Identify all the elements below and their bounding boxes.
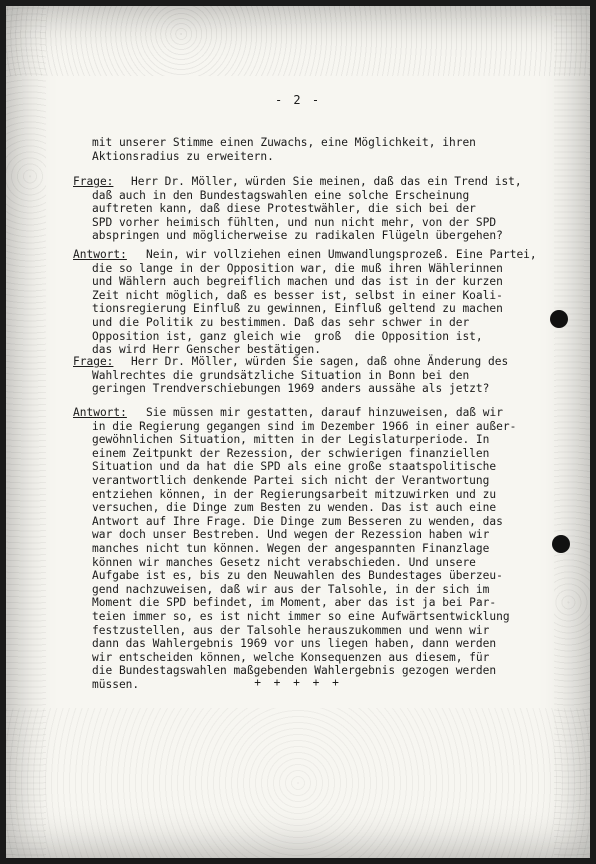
text-line: müssen. bbox=[92, 678, 140, 691]
text-line: Moment die SPD befindet, im Moment, aber das ist ja bei Par- bbox=[92, 596, 497, 610]
page-number: - 2 - bbox=[274, 93, 322, 107]
text-line: entziehen können, in der Regierungsarbeit mitzuwirken und zu bbox=[92, 487, 497, 501]
text-line: mit unserer Stimme einen Zuwachs, eine Möglichkeit, ihren bbox=[92, 136, 476, 149]
text-line: gend nachzuweisen, daß wir aus der Talsohle, in der sich im bbox=[92, 582, 490, 596]
text-line: teien immer so, es ist nicht immer so eine Aufwärtsentwicklung bbox=[92, 610, 510, 623]
text-line: abspringen und möglicherweise zu radikalen Flügeln übergehen? bbox=[92, 229, 503, 243]
text-line: Aufgabe ist es, bis zu den Neuwahlen des Bundestages überzeu- bbox=[92, 569, 503, 583]
text-line: Herr Dr. Möller, würden Sie meinen, daß das ein Trend ist, bbox=[131, 175, 522, 188]
text-line: geringen Trendverschiebungen 1969 anders aussähe als jetzt? bbox=[92, 382, 490, 396]
paragraph-label: Antwort: bbox=[73, 248, 127, 261]
paragraph-label: Antwort: bbox=[73, 406, 127, 419]
text-line: Nein, wir vollziehen einen Umwandlungsprozeß. Eine Partei, bbox=[146, 248, 537, 261]
text-line: tionsregierung Einfluß zu gewinnen, Einfluß geltend zu machen bbox=[92, 302, 503, 316]
text-line: Wahlrechtes die grundsätzliche Situation in Bonn bei den bbox=[92, 368, 470, 382]
text-line: wir entscheiden können, welche Konsequenzen aus diesem, für bbox=[92, 650, 490, 664]
text-line: das wird Herr Genscher bestätigen. bbox=[92, 343, 322, 357]
paragraph-label: Frage: bbox=[73, 175, 114, 188]
text-line: versuchen, die Dinge zum Besten zu wenden. Das ist auch eine bbox=[92, 501, 497, 515]
text-line: daß auch in den Bundestagswahlen eine solche Erscheinung bbox=[92, 188, 470, 202]
text-line: und die Politik zu bestimmen. Daß das sehr schwer in der bbox=[92, 316, 470, 329]
end-mark: + + + + + bbox=[254, 676, 342, 689]
text-line: und Wählern auch begreiflich machen und das ist in der kurzen bbox=[92, 275, 503, 289]
text-line: die Bundestagswahlen maßgebenden Wahlergebnis gezogen werden bbox=[92, 664, 497, 678]
text-line: können wir manches Gesetz nicht verabschieden. Und unsere bbox=[92, 555, 476, 569]
paragraph-label: Frage: bbox=[73, 355, 114, 368]
text-line: die so lange in der Opposition war, die muß ihren Wählerinnen bbox=[92, 261, 503, 275]
text-line: Antwort auf Ihre Frage. Die Dinge zum Besseren zu wenden, das bbox=[92, 514, 503, 528]
text-line: Sie müssen mir gestatten, darauf hinzuweisen, daß wir bbox=[146, 406, 503, 419]
text-line: SPD vorher heimisch fühlten, und nun nicht mehr, von der SPD bbox=[92, 215, 497, 229]
text-line: festzustellen, aus der Talsohle herauszukommen und wenn wir bbox=[92, 623, 490, 637]
text-line: in die Regierung gegangen sind im Dezember 1966 in einer außer- bbox=[92, 419, 517, 433]
text-line: war doch unser Bestreben. Und wegen der Rezession haben wir bbox=[92, 528, 490, 542]
text-line: Herr Dr. Möller, würden Sie sagen, daß ohne Änderung des bbox=[131, 355, 509, 368]
text-line: Zeit nicht möglich, daß es besser ist, selbst in einer Koali- bbox=[92, 288, 503, 302]
text-line: Opposition ist, ganz gleich wie groß die Opposition ist, bbox=[92, 329, 483, 343]
text-line: Aktionsradius zu erweitern. bbox=[92, 149, 274, 163]
text-line: Situation und da hat die SPD als eine große staatspolitische bbox=[92, 460, 497, 474]
text-line: dann das Wahlergebnis 1969 vor uns liegen haben, dann werden bbox=[92, 637, 497, 651]
text-line: auftreten kann, daß diese Protestwähler, die sich bei der bbox=[92, 202, 476, 216]
text-line: manches nicht tun können. Wegen der angespannten Finanzlage bbox=[92, 542, 490, 555]
text-line: gewöhnlichen Situation, mitten in der Legislaturperiode. In bbox=[92, 433, 490, 447]
text-line: verantwortlich denkende Partei sich nicht der Verantwortung bbox=[92, 474, 490, 487]
text-line: einem Zeitpunkt der Rezession, der schwierigen finanziellen bbox=[92, 446, 490, 460]
